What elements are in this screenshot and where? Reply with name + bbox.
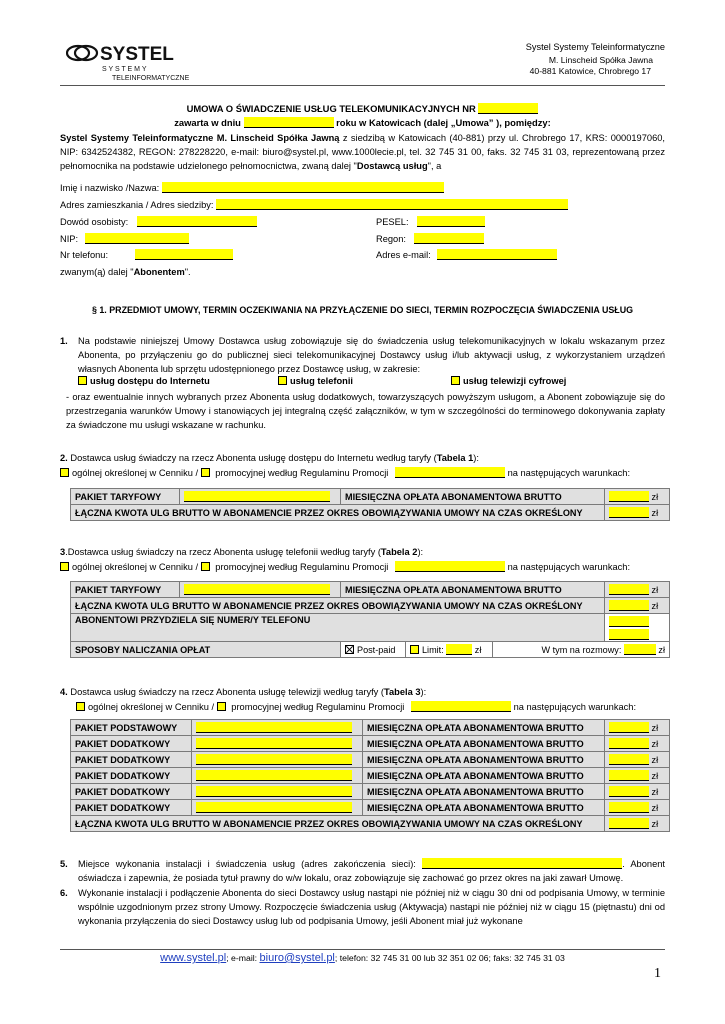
tv-checkbox[interactable] xyxy=(451,376,460,385)
paragraph-2: 2. Dostawca usług świadczy na rzecz Abonenta usługę dostępu do Internetu według taryfy (Tabela 1): xyxy=(60,453,479,463)
t3-extra-monthly-cell[interactable]: zł xyxy=(605,752,670,768)
t3-extra-label: PAKIET DODATKOWY xyxy=(71,736,192,752)
t3-extra-monthly-label: MIESIĘCZNA OPŁATA ABONAMENTOWA BRUTTO xyxy=(363,800,605,816)
footer-divider xyxy=(60,949,665,950)
t3-total-cell[interactable]: zł xyxy=(605,816,670,832)
phone-row xyxy=(60,249,233,260)
nip-label: NIP: xyxy=(60,234,79,244)
name-label: Imię i nazwisko /Nazwa: xyxy=(60,183,160,193)
page-number: 1 xyxy=(654,966,661,981)
t3-extra-label: PAKIET DODATKOWY xyxy=(71,800,192,816)
internet-checkbox[interactable] xyxy=(78,376,87,385)
t2-billing-label: SPOSOBY NALICZANIA OPŁAT xyxy=(71,642,341,658)
t3-extra-label: PAKIET DODATKOWY xyxy=(71,752,192,768)
t3-extra-monthly-label: MIESIĘCZNA OPŁATA ABONAMENTOWA BRUTTO xyxy=(363,736,605,752)
paragraph-4: 4. Dostawca usług świadczy na rzecz Abonenta usługę telewizji według taryfy (Tabela 3): xyxy=(60,687,427,697)
t3-extra-monthly-cell[interactable]: zł xyxy=(605,736,670,752)
paragraph-1: 1. Na podstawie niniejszej Umowy Dostawca usług zobowiązuje się do świadczenia usług telekomunikacyjnych w lokalu wskazanym przez Abonenta, po przyłączeniu go do publicznej sieci telekomunikacyjnej Dostawcy usług i/lub aktywacji usług, z wykorzystaniem urządzeń własnych Abonenta lub sprzętu udostępnionego przez Dostawcę usług, w zakresie: xyxy=(60,336,665,374)
t1-monthly-cell[interactable]: zł xyxy=(605,489,670,505)
t2-limit[interactable]: Limit: zł xyxy=(406,642,493,658)
t2-numbers-cell[interactable] xyxy=(605,614,670,642)
t3-basic-cell[interactable] xyxy=(192,720,363,736)
t3-extra-cell[interactable] xyxy=(192,752,363,768)
t2-postpaid[interactable]: Post-paid xyxy=(341,642,406,658)
t3-extra-cell[interactable] xyxy=(192,736,363,752)
t3-extra-cell[interactable] xyxy=(192,800,363,816)
t3-extra-monthly-label: MIESIĘCZNA OPŁATA ABONAMENTOWA BRUTTO xyxy=(363,768,605,784)
header-divider xyxy=(60,85,665,86)
t1-tariff-label: PAKIET TARYFOWY xyxy=(71,489,180,505)
tariff3-options: ogólnej określonej w Cenniku / promocyjnej według Regulaminu Promocji na następujących warunkach: xyxy=(76,701,636,712)
paragraph-6: 6. Wykonanie instalacji i podłączenie Abonenta do sieci Dostawcy usług nastąpi nie później niż w ciągu 30 dni od podpisania Umowy, w terminie wspólnie uzgodnionym przez strony Umowy. Rozpoczęcie świadczenia usług (Aktywacja) nastąpi nie później niż w ciągu 15 (piętnastu) dni od wykonania przyłączenia do sieci Dostawcy usług lub od podpisania Umowy, jeśli Abonent miał już wykonane xyxy=(60,888,665,926)
address-label: Adres zamieszkania / Adres siedziby: xyxy=(60,200,214,210)
email-field[interactable] xyxy=(437,249,557,260)
nip-field[interactable] xyxy=(85,233,189,244)
paragraph-5: 5. Miejsce wykonania instalacji i świadczenia usług (adres zakończenia sieci): . Abonent oświadcza i zapewnia, że posiada tytuł prawny do w/w lokalu, oraz zobowiązuje się zachować go przez okres na jaki zawarł Umowę. xyxy=(60,859,665,883)
called-row: zwanym(ą) dalej "Abonentem". xyxy=(60,267,191,277)
installation-address-field[interactable] xyxy=(422,858,622,869)
nip-row xyxy=(60,233,189,244)
t3-extra-cell[interactable] xyxy=(192,768,363,784)
t3-basic-label: PAKIET PODSTAWOWY xyxy=(71,720,192,736)
t2-tariff-label: PAKIET TARYFOWY xyxy=(71,582,180,598)
logo-text: SYSTEL xyxy=(100,44,174,65)
service-tv[interactable]: usług telewizji cyfrowej xyxy=(451,376,566,386)
service-phone[interactable]: usług telefonii xyxy=(278,376,353,386)
t1-monthly-label: MIESIĘCZNA OPŁATA ABONAMENTOWA BRUTTO xyxy=(341,489,605,505)
id-label: Dowód osobisty: xyxy=(60,217,129,227)
postpaid-checkbox[interactable] xyxy=(345,645,354,654)
id-field[interactable] xyxy=(137,216,257,227)
phone-label: Nr telefonu: xyxy=(60,250,109,260)
company-address: 40-881 Katowice, Chrobrego 17 xyxy=(529,66,651,76)
paragraph-1-extra: - oraz ewentualnie innych wybranych przez Abonenta usług dodatkowych, towarzyszących powyższym usługom, a Abonent zobowiązuje się do przestrzegania warunków Umowy i stanowiących jej integralną część załączników, w tym w szczególności do terminowego dokonywania zapłaty za świadczone mu usługi wskazane w rachunku. xyxy=(66,392,665,430)
tariff2-general-checkbox[interactable] xyxy=(60,562,69,571)
t3-extra-cell[interactable] xyxy=(192,784,363,800)
tariff1-promo-checkbox[interactable] xyxy=(201,468,210,477)
table-1 xyxy=(70,488,670,521)
t3-total-label: ŁĄCZNA KWOTA ULG BRUTTO W ABONAMENCIE PRZEZ OKRES OBOWIĄZYWANIA UMOWY NA CZAS OKREŚLONY xyxy=(71,816,605,832)
tariff1-general-checkbox[interactable] xyxy=(60,468,69,477)
t1-total-cell[interactable]: zł xyxy=(605,505,670,521)
t3-extra-monthly-cell[interactable]: zł xyxy=(605,784,670,800)
t2-monthly-cell[interactable]: zł xyxy=(605,582,670,598)
t2-tariff-cell[interactable] xyxy=(180,582,341,598)
intro-paragraph: Systel Systemy Teleinformatyczne M. Linscheid Spółka Jawną z siedzibą w Katowicach (40-881) przy ul. Chrobrego 17, KRS: 0000197060, NIP: 6342524382, REGON: 278228220, e-mail: biuro@systel.pl, www.1000lecie.pl, tel. 32 745 31 00, faks. 32 745 31 03, reprezentowaną przez pełnomocnika na podstawie udzielonego pełnomocnictwa, zwaną dalej "Dostawcą usług", a xyxy=(60,133,665,171)
t3-extra-label: PAKIET DODATKOWY xyxy=(71,768,192,784)
tariff3-promo-checkbox[interactable] xyxy=(217,702,226,711)
regon-label: Regon: xyxy=(376,234,406,244)
service-internet[interactable]: usług dostępu do Internetu xyxy=(78,376,210,386)
t3-basic-monthly-label: MIESIĘCZNA OPŁATA ABONAMENTOWA BRUTTO xyxy=(363,720,605,736)
t2-total-cell[interactable]: zł xyxy=(605,598,670,614)
contract-date-field[interactable] xyxy=(244,117,334,128)
logo-sub1: S Y S T E M Y xyxy=(102,66,147,73)
t2-numbers-label: ABONENTOWI PRZYDZIELA SIĘ NUMER/Y TELEFONU xyxy=(71,614,605,642)
t3-extra-monthly-cell[interactable]: zł xyxy=(605,800,670,816)
title-text: UMOWA O ŚWIADCZENIE USŁUG TELEKOMUNIKACYJNYCH NR xyxy=(186,103,476,114)
footer-email-link[interactable]: biuro@systel.pl xyxy=(259,952,335,964)
table-3 xyxy=(70,719,670,832)
regon-field[interactable] xyxy=(414,233,484,244)
regon-row xyxy=(376,233,484,244)
footer: www.systel.pl; e-mail: biuro@systel.pl; telefon: 32 745 31 00 lub 32 351 02 06; faks: 32 745 31 03 xyxy=(160,952,565,964)
t3-extra-label: PAKIET DODATKOWY xyxy=(71,784,192,800)
phone-checkbox[interactable] xyxy=(278,376,287,385)
t3-extra-monthly-cell[interactable]: zł xyxy=(605,768,670,784)
address-row xyxy=(60,199,568,210)
tariff3-promo-field[interactable] xyxy=(411,701,511,712)
services-row xyxy=(78,376,210,386)
logo-sub2: TELEINFORMATYCZNE xyxy=(112,75,190,82)
t1-tariff-cell[interactable] xyxy=(180,489,341,505)
t3-extra-monthly-label: MIESIĘCZNA OPŁATA ABONAMENTOWA BRUTTO xyxy=(363,752,605,768)
systel-logo xyxy=(66,42,226,84)
id-row xyxy=(60,216,257,227)
email-label: Adres e-mail: xyxy=(376,250,431,260)
company-name: Systel Systemy Teleinformatyczne xyxy=(525,42,665,52)
t2-monthly-label: MIESIĘCZNA OPŁATA ABONAMENTOWA BRUTTO xyxy=(341,582,605,598)
t2-total-label: ŁĄCZNA KWOTA ULG BRUTTO W ABONAMENCIE PRZEZ OKRES OBOWIĄZYWANIA UMOWY NA CZAS OKREŚLONY xyxy=(71,598,605,614)
company-legal: M. Linscheid Spółka Jawna xyxy=(548,55,653,65)
paragraph-3: 3.Dostawca usług świadczy na rzecz Abonenta usługę telefonii według taryfy (Tabela 2): xyxy=(60,547,424,557)
tariff2-options: ogólnej określonej w Cenniku / promocyjnej według Regulaminu Promocji na następujących warunkach: xyxy=(60,561,630,572)
pesel-field[interactable] xyxy=(417,216,485,227)
name-row xyxy=(60,182,444,193)
limit-checkbox[interactable] xyxy=(410,645,419,654)
footer-www-link[interactable]: www.systel.pl xyxy=(160,952,227,964)
contract-date-line: zawarta w dniu roku w Katowicach (dalej „Umowa” ), pomiędzy: xyxy=(174,117,551,128)
t3-basic-monthly-cell[interactable]: zł xyxy=(605,720,670,736)
tariff2-promo-field[interactable] xyxy=(395,561,505,572)
tariff3-general-checkbox[interactable] xyxy=(76,702,85,711)
pesel-row xyxy=(376,216,485,227)
t3-extra-monthly-label: MIESIĘCZNA OPŁATA ABONAMENTOWA BRUTTO xyxy=(363,784,605,800)
pesel-label: PESEL: xyxy=(376,217,409,227)
name-field[interactable] xyxy=(162,182,444,193)
t1-total-label: ŁĄCZNA KWOTA ULG BRUTTO W ABONAMENCIE PRZEZ OKRES OBOWIĄZYWANIA UMOWY NA CZAS OKREŚLONY xyxy=(71,505,605,521)
address-field[interactable] xyxy=(216,199,568,210)
email-row xyxy=(376,249,557,260)
t2-incl[interactable]: W tym na rozmowy: zł xyxy=(493,642,670,658)
tariff1-options: ogólnej określonej w Cenniku / promocyjnej według Regulaminu Promocji na następujących warunkach: xyxy=(60,467,630,478)
tariff2-promo-checkbox[interactable] xyxy=(201,562,210,571)
section1-heading: § 1. PRZEDMIOT UMOWY, TERMIN OCZEKIWANIA NA PRZYŁĄCZENIE DO SIECI, TERMIN ROZPOCZĘCIA ŚWIADCZENIA USŁUG xyxy=(91,305,634,315)
contract-number-field[interactable] xyxy=(478,103,538,114)
table-2 xyxy=(70,581,670,658)
phone-field[interactable] xyxy=(135,249,233,260)
contract-title xyxy=(60,103,665,114)
tariff1-promo-field[interactable] xyxy=(395,467,505,478)
